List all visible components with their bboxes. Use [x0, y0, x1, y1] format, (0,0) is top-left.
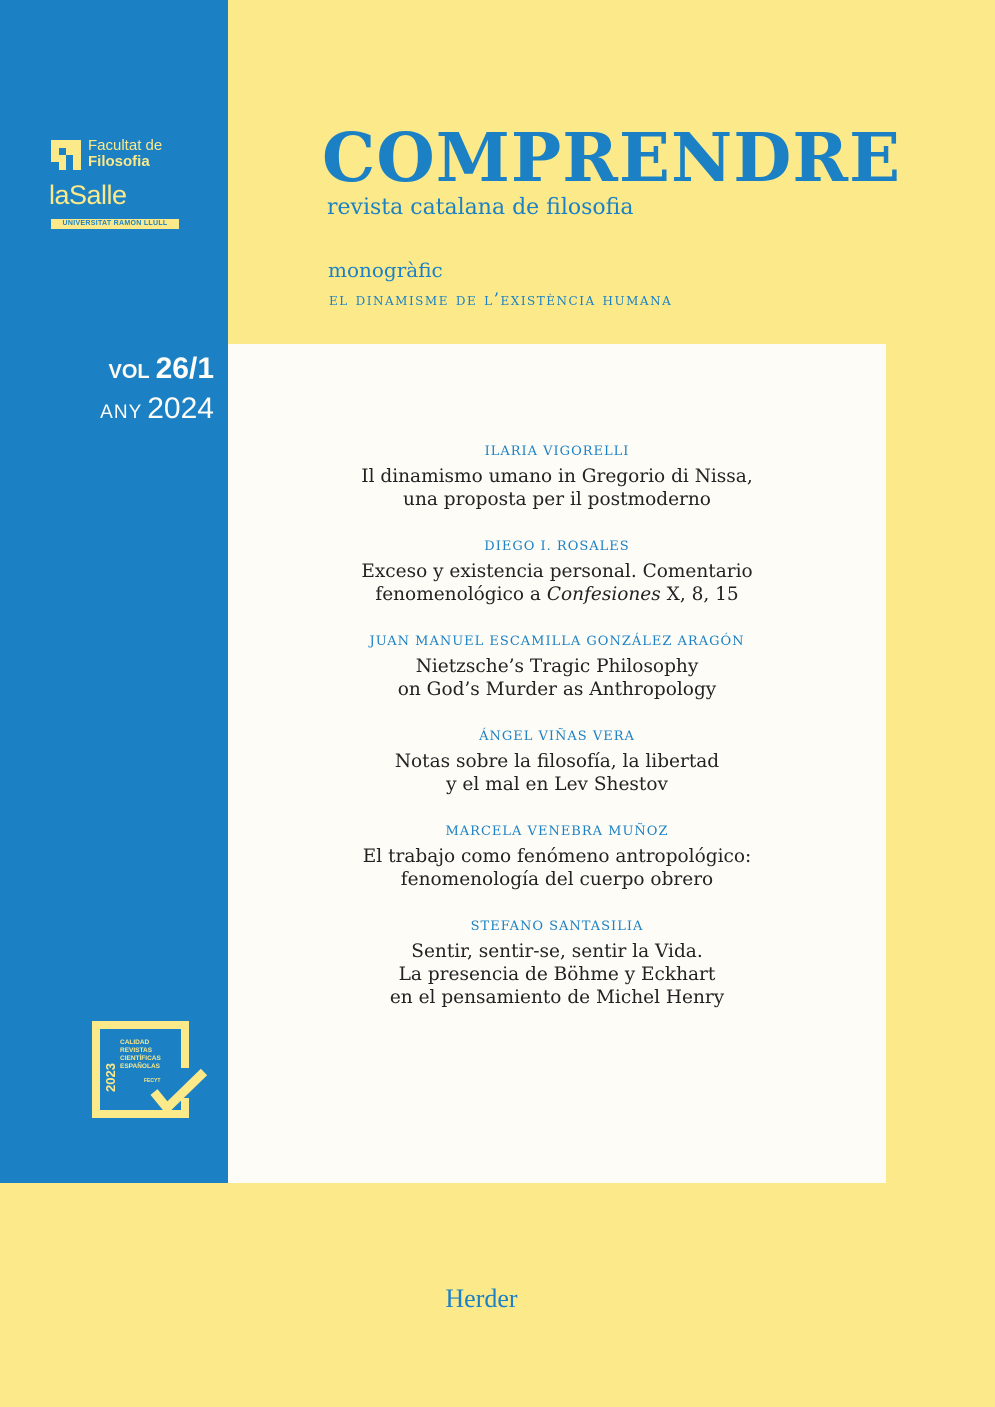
article-item [228, 444, 886, 511]
article-list [228, 444, 886, 1037]
year-line [100, 392, 214, 426]
faculty-name [88, 138, 198, 170]
article-title-line: La presencia de Böhme y Eckhart [398, 964, 716, 985]
article-author: JUAN MANUEL ESCAMILLA GONZÁLEZ ARAGÓN [369, 634, 745, 649]
monograph-title: el dinamisme de l’existència humana [329, 290, 673, 310]
article-title-line: una proposta per il postmoderno [403, 489, 711, 510]
article-author: MARCELA VENEBRA MUÑOZ [445, 824, 669, 839]
faculty-line2: Filosofia [88, 153, 150, 170]
article-title [228, 845, 886, 891]
article-author: DIEGO I. ROSALES [484, 539, 630, 554]
book-title-italic: Confesiones [546, 584, 661, 605]
faculty-line1: Facultat de [88, 137, 163, 154]
article-title-line: Il dinamismo umano in Gregorio di Nissa, [361, 466, 753, 487]
badge-line: CIENTÍFICAS [120, 1055, 161, 1062]
article-title [228, 940, 886, 1009]
article-author: ILARIA VIGORELLI [484, 444, 630, 459]
article-title-line: Sentir, sentir-se, sentir la Vida. [411, 941, 703, 962]
article-title-line: on God’s Murder as Anthropology [397, 679, 717, 700]
badge-year: 2023 [103, 1063, 118, 1092]
monograph-label: monogràfic [328, 258, 443, 282]
article-item [228, 634, 886, 701]
article-title-line: Nietzsche’s Tragic Philosophy [415, 656, 699, 677]
lasalle-brand: laSalle [49, 180, 127, 210]
volume-label: VOL [108, 361, 150, 383]
journal-title: COMPRENDRE [322, 118, 902, 197]
badge-line: CALIDAD [120, 1039, 150, 1046]
article-item [228, 919, 886, 1009]
article-title-line: El trabajo como fenómeno antropológico: [362, 846, 752, 867]
article-item [228, 729, 886, 796]
article-title [228, 750, 886, 796]
year-value: 2024 [147, 392, 214, 425]
article-title-line: Exceso y existencia personal. Comentario [361, 561, 753, 582]
article-title [228, 655, 886, 701]
article-title-line: y el mal en Lev Shestov [446, 774, 668, 795]
article-item [228, 539, 886, 606]
article-author: STEFANO SANTASILIA [470, 919, 644, 934]
article-title [228, 560, 886, 606]
left-blue-band [0, 0, 228, 1183]
article-title-line: Notas sobre la filosofía, la libertad [394, 751, 720, 772]
faculty-logo-icon [51, 140, 81, 170]
volume-info [100, 352, 214, 426]
badge-line: ESPAÑOLAS [120, 1063, 160, 1070]
article-title-line: en el pensamiento de Michel Henry [389, 987, 725, 1008]
badge-line: REVISTAS [120, 1047, 153, 1054]
article-title-line: fenomenológico a Confesiones X, 8, 15 [375, 584, 739, 605]
checkmark-icon [154, 1072, 204, 1108]
article-item [228, 824, 886, 891]
badge-org: FECYT [144, 1078, 161, 1084]
volume-line [100, 352, 214, 386]
journal-subtitle: revista catalana de filosofia [327, 195, 634, 220]
article-title-line: fenomenología del cuerpo obrero [400, 869, 714, 890]
publisher-name: Herder [445, 1284, 518, 1313]
year-label: ANY [100, 402, 143, 423]
volume-number: 26/1 [155, 352, 214, 385]
fecyt-quality-badge [92, 1020, 212, 1120]
university-bar: UNIVERSITAT RAMON LLULL [51, 219, 179, 229]
article-author: ÁNGEL VIÑAS VERA [479, 729, 635, 744]
article-title [228, 465, 886, 511]
